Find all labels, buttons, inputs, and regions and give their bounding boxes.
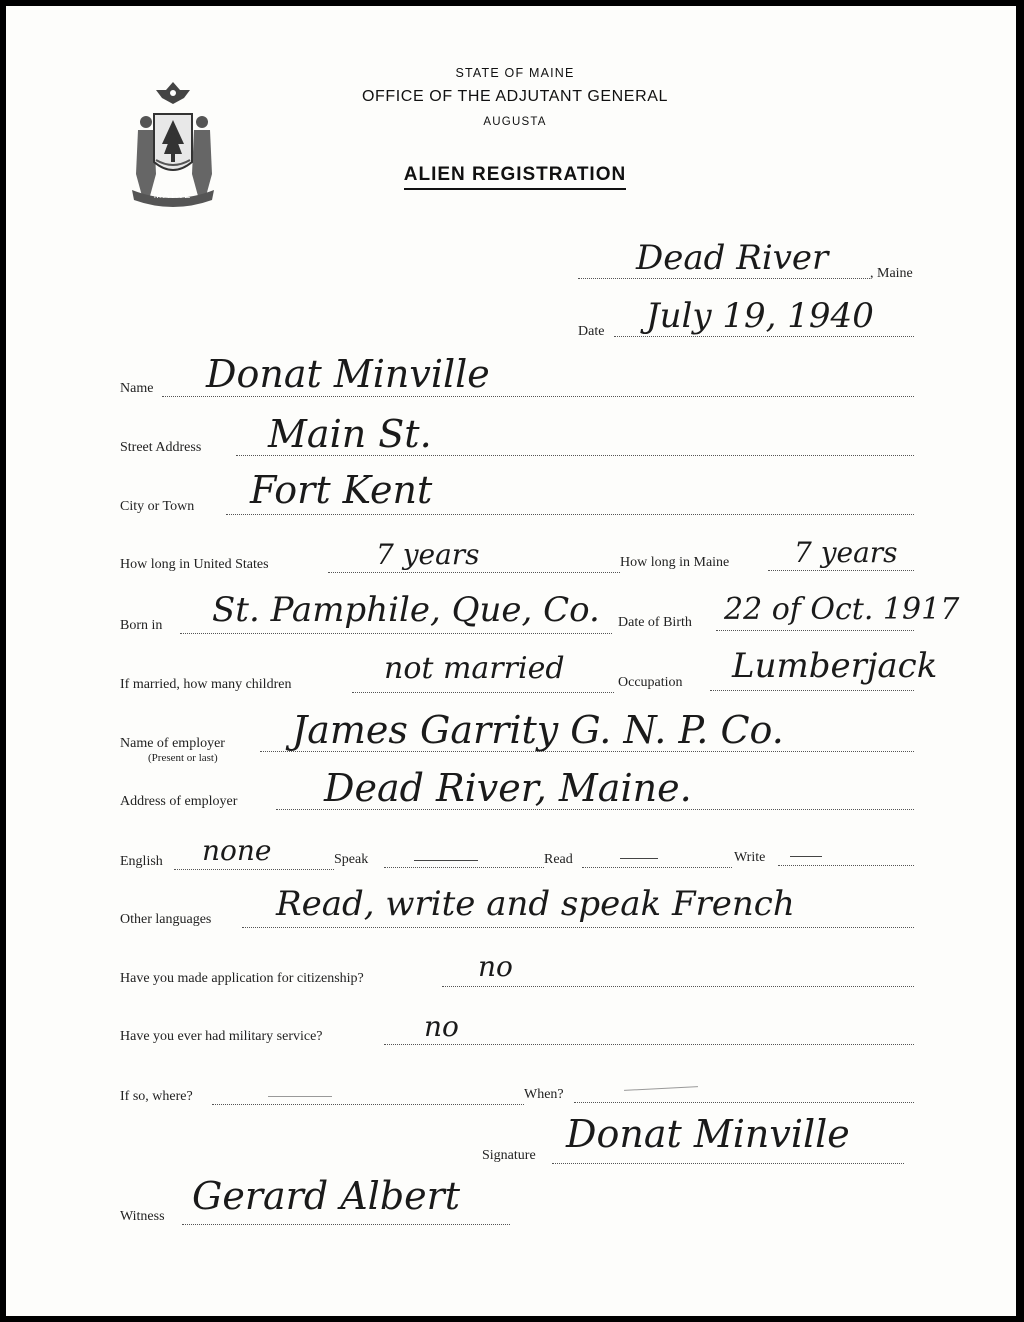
alien-registration-form bbox=[6, 6, 1016, 1316]
how-long-maine-value: 7 years bbox=[794, 536, 898, 569]
military-value: no bbox=[424, 1010, 459, 1043]
dob-line bbox=[716, 630, 914, 631]
form-title: ALIEN REGISTRATION bbox=[10, 164, 1016, 186]
military-line bbox=[384, 1044, 914, 1045]
english-value: none bbox=[202, 834, 272, 867]
speak-dash-mark bbox=[414, 860, 478, 861]
read-line bbox=[582, 867, 732, 868]
city-heading: AUGUSTA bbox=[483, 116, 547, 128]
street-label: Street Address bbox=[120, 440, 202, 455]
how-long-maine-line bbox=[768, 570, 914, 571]
dob-label: Date of Birth bbox=[618, 615, 692, 630]
employer-address-label: Address of employer bbox=[120, 794, 238, 809]
children-label: If married, how many children bbox=[120, 677, 292, 692]
born-in-line bbox=[180, 633, 612, 634]
city-line bbox=[226, 514, 914, 515]
write-label: Write bbox=[734, 850, 766, 865]
state-heading: STATE OF MAINE bbox=[455, 66, 575, 80]
when-line bbox=[574, 1102, 914, 1103]
signature-label: Signature bbox=[482, 1148, 536, 1163]
name-value: Donat Minville bbox=[206, 352, 490, 396]
where-label: If so, where? bbox=[120, 1089, 193, 1104]
occupation-label: Occupation bbox=[618, 675, 683, 690]
write-line bbox=[778, 865, 914, 866]
name-line bbox=[162, 396, 914, 397]
military-label: Have you ever had military service? bbox=[120, 1029, 323, 1044]
how-long-us-label: How long in United States bbox=[120, 557, 269, 572]
where-line bbox=[212, 1104, 524, 1105]
city-value: Fort Kent bbox=[250, 468, 433, 512]
citizenship-value: no bbox=[478, 950, 513, 983]
how-long-maine-label: How long in Maine bbox=[620, 555, 730, 570]
when-label: When? bbox=[524, 1087, 564, 1102]
occupation-line bbox=[710, 690, 914, 691]
english-label: English bbox=[120, 854, 163, 869]
other-languages-value: Read, write and speak French bbox=[276, 884, 795, 924]
other-languages-line bbox=[242, 927, 914, 928]
street-value: Main St. bbox=[268, 412, 432, 456]
city-label: City or Town bbox=[120, 499, 195, 514]
born-in-value: St. Pamphile, Que, Co. bbox=[212, 590, 600, 630]
citizenship-line bbox=[442, 986, 914, 987]
office-heading: OFFICE OF THE ADJUTANT GENERAL bbox=[361, 88, 669, 105]
signature-line bbox=[552, 1163, 904, 1164]
employer-value: James Garrity G. N. P. Co. bbox=[292, 708, 784, 752]
place-value: Dead River bbox=[636, 238, 829, 278]
speak-label: Speak bbox=[334, 852, 369, 867]
read-label: Read bbox=[544, 852, 573, 867]
dob-value: 22 of Oct. 1917 bbox=[724, 592, 960, 627]
where-dash-mark bbox=[268, 1096, 332, 1097]
place-line bbox=[578, 278, 870, 279]
date-line bbox=[614, 336, 914, 337]
employer-label: Name of employer bbox=[120, 736, 225, 751]
how-long-us-value: 7 years bbox=[376, 538, 480, 571]
place-suffix: , Maine bbox=[870, 266, 913, 281]
witness-line bbox=[182, 1224, 510, 1225]
children-line bbox=[352, 692, 614, 693]
english-line bbox=[174, 869, 334, 870]
how-long-us-line bbox=[328, 572, 620, 573]
date-value: July 19, 1940 bbox=[646, 296, 874, 336]
witness-label: Witness bbox=[120, 1209, 165, 1224]
signature-value: Donat Minville bbox=[566, 1112, 850, 1156]
born-in-label: Born in bbox=[120, 618, 163, 633]
occupation-value: Lumberjack bbox=[732, 646, 938, 686]
speak-line bbox=[384, 867, 544, 868]
citizenship-label: Have you made application for citizenship? bbox=[120, 971, 364, 986]
read-dash-mark bbox=[620, 858, 658, 859]
seal-banner-text: MAINE bbox=[153, 190, 193, 200]
name-label: Name bbox=[120, 381, 154, 396]
employer-sublabel: (Present or last) bbox=[148, 752, 218, 764]
employer-address-value: Dead River, Maine. bbox=[324, 766, 692, 810]
date-label: Date bbox=[578, 324, 605, 339]
children-value: not married bbox=[384, 651, 565, 686]
when-dash-mark bbox=[624, 1086, 698, 1091]
write-dash-mark bbox=[790, 856, 822, 857]
other-languages-label: Other languages bbox=[120, 912, 212, 927]
witness-value: Gerard Albert bbox=[192, 1174, 461, 1218]
